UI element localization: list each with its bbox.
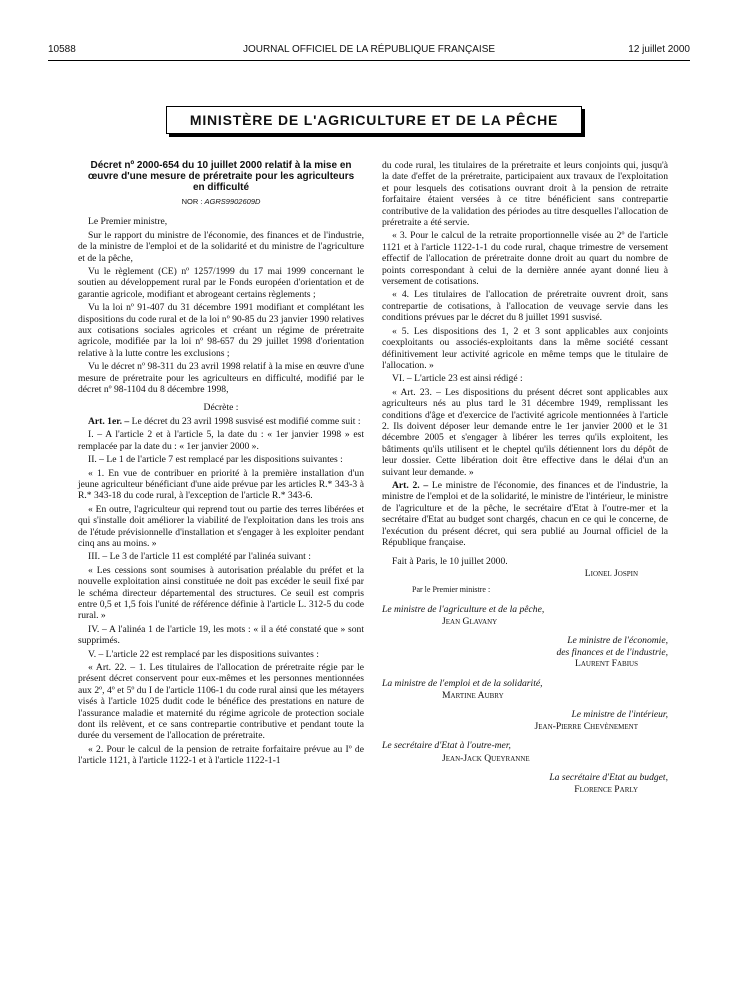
right-column [382, 160, 668, 795]
paragraph: VI. – L'article 23 est ainsi rédigé : [392, 373, 523, 385]
issue-date: 12 juillet 2000 [628, 44, 690, 55]
signatory-name: Jean Glavany [442, 616, 498, 628]
article-2-head: Art. 2. – [392, 479, 429, 491]
paragraph: « 1. En vue de contribuer en priorité à la première installation d'un jeune agriculteur bénéficiant d'une aide prévue par les articles R.* 343-3 à R.* 343-18 du code rural, à l'exception de l'article R.* 343-6. [78, 467, 364, 502]
left-column [78, 160, 364, 767]
signatory-title: La secrétaire d'Etat au budget, [549, 772, 668, 784]
signatory-title: Le secrétaire d'Etat à l'outre-mer, [382, 740, 511, 752]
paragraph: II. – Le 1 de l'article 7 est remplacé par les dispositions suivantes : [88, 454, 343, 466]
paragraph: III. – Le 3 de l'article 11 est complété par l'alinéa suivant : [88, 551, 311, 563]
signatory-title: La ministre de l'emploi et de la solidarité, [382, 677, 543, 689]
article-2 [382, 480, 668, 548]
header-rule [48, 60, 690, 61]
signatory-name: Laurent Fabius [575, 658, 638, 670]
signatory-title: des finances et de l'industrie, [556, 646, 668, 658]
signatory-title: Le ministre de l'intérieur, [571, 709, 668, 721]
paragraph: Vu le décret nº 98-311 du 23 avril 1998 relatif à la mise en œuvre d'une mesure de préretraite pour les agriculteurs en difficulté, modifié par le décret nº 98-1104 du 8 décembre 1998, [78, 361, 364, 396]
paragraph: Vu le règlement (CE) nº 1257/1999 du 17 mai 1999 concernant le soutien au développement rural par le Fonds européen d'orientation et de garantie agricole, modifiant et abrogeant certains règlements ; [78, 266, 364, 300]
nor-label: NOR : [181, 197, 203, 206]
signatory-title: Le ministre de l'économie, [567, 635, 668, 647]
paragraph: du code rural, les titulaires de la préretraite et leurs conjoints qui, jusqu'à la date d'effet de la préretraite, participaient aux travaux de l'exploitation et pour lesquels des cotisations ouvrant droit à la pension de retraite forfaitaire étaient versées à ce titre bénéficient sans contrepartie contributive de la validation des périodes au titre desquelles l'allocation de préretraite a été servie. [382, 160, 668, 229]
article-1 [78, 416, 364, 427]
paragraph: « En outre, l'agriculteur qui reprend tout ou partie des terres libérées et qui s'installe doit améliorer la viabilité de l'exploitation dans les trois ans de l'étude prévisionnelle d'installation et s'engager à les exploiter pendant cinq ans au moins. » [78, 503, 364, 549]
paragraph: IV. – A l'alinéa 1 de l'article 19, les mots : « il a été constaté que » sont supprimés. [78, 623, 364, 647]
paragraph: Vu la loi nº 91-407 du 31 décembre 1991 modifiant et complétant les dispositions du code rural et de la loi nº 90-85 du 23 janvier 1990 relatives aux cotisations sociales agricoles et créant un régime de préretraite agricole, modifiée par la loi nº 98-657 du 29 juillet 1998 d'orientation relative à la lutte contre les exclusions ; [78, 302, 364, 359]
paragraph: Sur le rapport du ministre de l'économie, des finances et de l'industrie, de la ministre de l'emploi et de la solidarité et du ministre de l'agriculture et de la pêche, [78, 229, 364, 264]
paragraph: I. – A l'article 2 et à l'article 5, la date du : « 1er janvier 1998 » est remplacée par la date du : « 1er janvier 2000 ». [78, 429, 364, 452]
paragraph: « 2. Pour le calcul de la pension de retraite forfaitaire prévue au Iº de l'article 1121, à l'article 1122-1 et à l'article 1122-1-1 [78, 743, 364, 767]
signatory-title: Le ministre de l'agriculture et de la pêche, [382, 603, 545, 615]
signatory-name: Martine Aubry [442, 690, 504, 702]
journal-title: JOURNAL OFFICIEL DE LA RÉPUBLIQUE FRANÇAISE [242, 44, 496, 55]
paragraph: « Art. 23. – Les dispositions du présent décret sont applicables aux agriculteurs nés au plus tard le 31 décembre 1949, remplissant les conditions d'âge et d'exercice de l'activité agricole mentionnées à l'article 2. Ils doivent déposer leur demande entre le 1er janvier 2000 et le 31 décembre 2005 et s'engager à libérer les terres qu'ils exploitent, les bâtiments qu'ils utilisent et le cheptel qu'ils détiennent lors du dépôt de leur dossier. Cette libération doit être effective dans le délai d'un an suivant leur demande. » [382, 386, 668, 478]
signatory-name: Jean-Pierre Chevènement [534, 720, 638, 732]
article-1-head: Art. 1er. – [88, 415, 130, 427]
paragraph: « 5. Les dispositions des 1, 2 et 3 sont applicables aux conjoints coexploitants ou associés-exploitants dans la même société cessant définitivement leur activité agricole en même temps que le titulaire de l'allocation. » [382, 325, 668, 371]
ministry-box: MINISTÈRE DE L'AGRICULTURE ET DE LA PÊCHE [166, 106, 582, 134]
nor-reference [78, 196, 364, 207]
article-1-text: Le décret du 23 avril 1998 susvisé est modifié comme suit : [129, 415, 361, 427]
paragraph: « 4. Les titulaires de l'allocation de préretraite ouvrent droit, sans contrepartie de cotisations, à l'allocation de veuvage servie dans les conditions prévues par le décret du 8 juillet 1991 susvisé. [382, 289, 668, 324]
paragraph: Le Premier ministre, [88, 216, 168, 228]
paragraph: « 3. Pour le calcul de la retraite proportionnelle visée au 2º de l'article 1121 et à l'article 1122-1-1 du code rural, chaque trimestre de versement effectif de l'allocation de préretraite donne droit au quart du nombre de points correspondant à celui de la dernière année ayant donné lieu à versement de cotisations. [382, 230, 668, 288]
signature-date: Fait à Paris, le 10 juillet 2000. [392, 556, 508, 568]
page-header [48, 44, 690, 60]
signature-prime-minister: Lionel Jospin [584, 567, 638, 579]
paragraph: « Art. 22. – 1. Les titulaires de l'allocation de préretraite régie par le présent décret conservent pour eux-mêmes et les personnes mentionnées aux 2º, 4º et 5º du I de l'article 1106-1 du code rural ainsi que les métayers visés à l'article 1025 dudit code le bénéfice des prestations en nature de l'assurance maladie et maternité du régime agricole de protection sociale dont ils relèvent, et ce sans contrepartie contributive et pendant toute la durée du versement de l'allocation de préretraite. [78, 662, 364, 742]
paragraph: V. – L'article 22 est remplacé par les dispositions suivantes : [88, 648, 319, 660]
article-2-text: Le ministre de l'économie, des finances et de l'industrie, la ministre de l'emploi et de la solidarité, le ministre de l'intérieur, le ministre de l'agriculture et de la pêche, le secrétaire d'Etat à l'outre-mer et la secrétaire d'Etat au budget sont chargés, chacun en ce qui le concerne, de l'exécution du présent décret, qui sera publié au Journal officiel de la République française. [382, 479, 669, 548]
signatory-name: Florence Parly [574, 783, 638, 795]
decrete-heading: Décrète : [203, 401, 239, 413]
page-number: 10588 [48, 44, 76, 55]
nor-code: AGRS9902609D [204, 197, 261, 206]
signature-intro: Par le Premier ministre : [412, 585, 491, 595]
decree-title: Décret nº 2000-654 du 10 juillet 2000 relatif à la mise en œuvre d'une mesure de préretraite pour les agriculteurs en difficulté [87, 160, 355, 193]
paragraph: « Les cessions sont soumises à autorisation préalable du préfet et la nouvelle exploitation ainsi constituée ne doit pas excéder le seuil fixé par le schéma directeur départemental des structures. Ce seuil est compris entre 0,5 et 1,5 fois l'unité de référence définie à l'article L. 312-5 du code rural. » [78, 564, 364, 622]
signatory-name: Jean-Jack Queyranne [442, 752, 530, 764]
